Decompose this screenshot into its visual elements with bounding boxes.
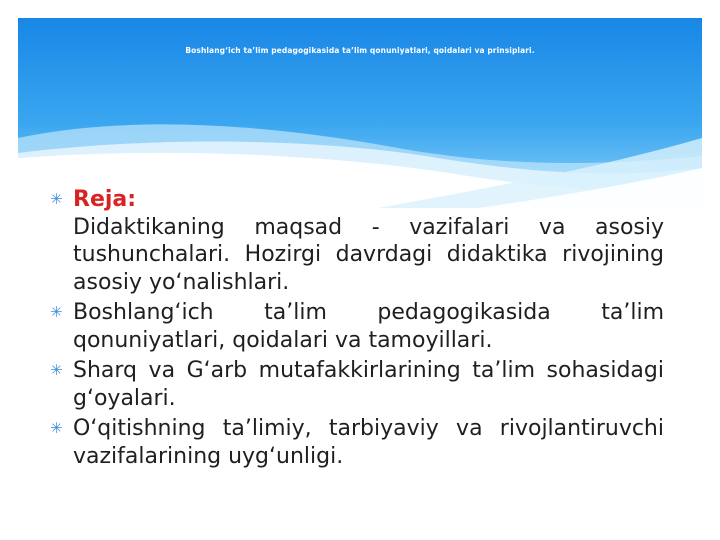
list-item-text: Boshlang‘ich ta’lim pedagogikasida ta’lim qonuniyatlari, qoidalari va tamoyillari. <box>73 300 664 353</box>
list-item-text: Sharq va G‘arb mutafakkirlarining ta’lim sohasidagi g‘oyalari. <box>73 358 664 411</box>
asterisk-icon: ✳ <box>50 303 63 321</box>
reja-heading: Reja: <box>73 187 137 212</box>
list-item <box>50 357 664 412</box>
asterisk-icon: ✳ <box>50 190 63 208</box>
asterisk-icon: ✳ <box>50 361 63 379</box>
list-item <box>50 415 664 470</box>
list-item-text: Didaktikaning maqsad - vazifalari va asosiy tushunchalari. Hozirgi davrdagi didaktika rivojining asosiy yo‘nalishlari. <box>73 214 664 295</box>
bullet-list <box>50 186 664 473</box>
slide-title: Boshlang‘ich ta’lim pedagogikasida ta’lim qonuniyatlari, qoidalari va prinsiplari. <box>185 46 535 55</box>
list-item <box>50 299 664 354</box>
list-item <box>50 186 664 296</box>
asterisk-icon: ✳ <box>50 419 63 437</box>
slide-header-banner <box>18 18 702 208</box>
list-item-text: O‘qitishning ta’limiy, tarbiyaviy va rivojlantiruvchi vazifalarining uyg‘unligi. <box>73 416 664 469</box>
